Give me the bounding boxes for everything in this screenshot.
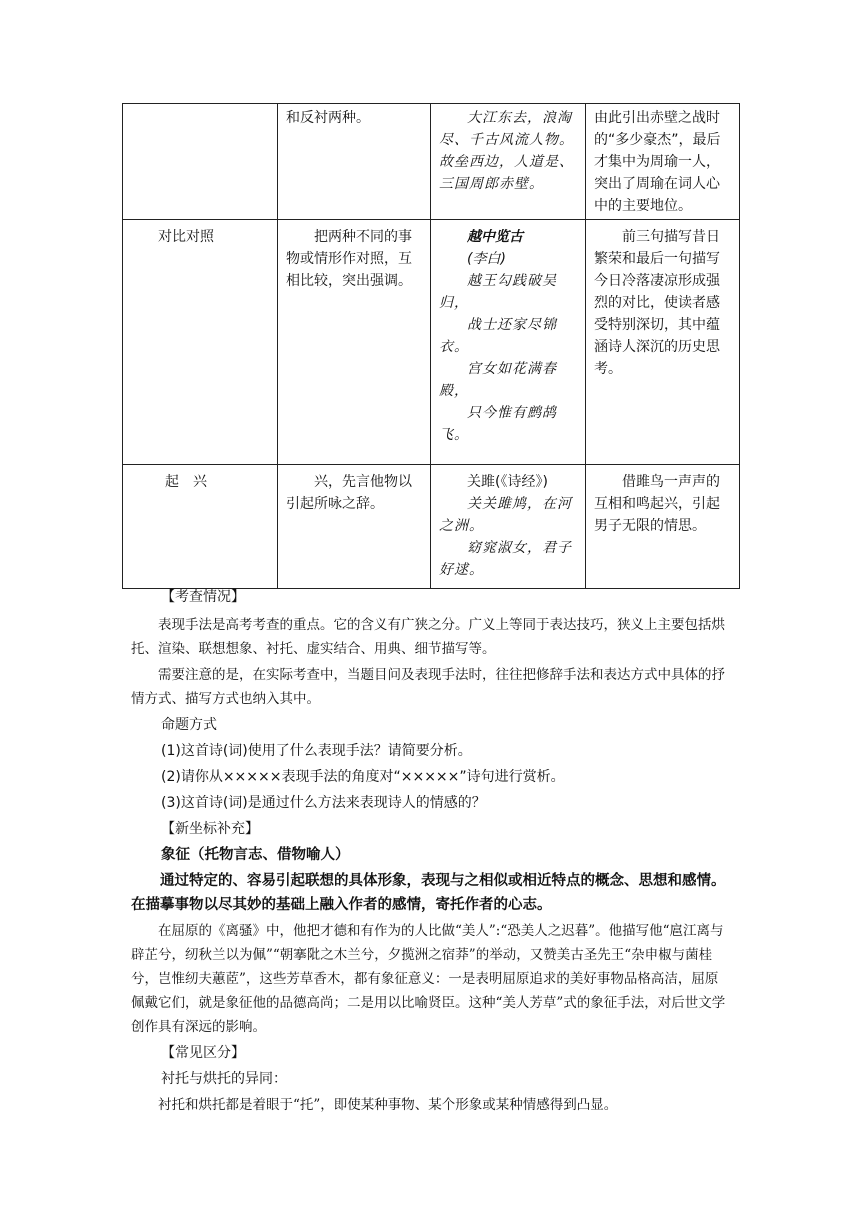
paragraph: 在屈原的《离骚》中，他把才德和有作为的人比做“美人”:“恐美人之迟暮”。他描写他“扈江离与辟芷兮，纫秋兰以为佩”“朝搴阰之木兰兮，夕揽洲之宿莽”的举动，又赞美古圣先王“杂申椒与菌桂兮，岂惟纫夫蕙茝”，这些芳草香木，都有象征意义：一是表明屈原追求的美好事物品格高洁，屈原佩戴它们，就是象征他的品德高尚；二是用以比喻贤臣。这种“美人芳草”式的象征手法，对后世文学创作具有深远的影响。: [131, 923, 726, 1035]
example-poem: [431, 465, 586, 589]
table-row: [123, 220, 740, 465]
example-poem: [431, 220, 586, 465]
technique-definition: 兴，先言他物以引起所咏之辞。: [278, 465, 431, 589]
technique-analysis: 借雎鸟一声声的互相和鸣起兴，引起男子无限的情思。: [586, 465, 740, 589]
poem-line: 尽、千古风流人物。: [439, 132, 574, 148]
poem-title: 关雎(《诗经》): [467, 474, 548, 490]
poem-line: 飞。: [439, 427, 469, 443]
technique-analysis: 前三句描写昔日繁荣和最后一句描写今日冷落凄凉形成强烈的对比，使读者感受特别深切，其中蕴涵诗人深沉的历史思考。: [586, 220, 740, 465]
poem-line: 宫女如花满春: [467, 361, 557, 377]
poem-line: 关关雎鸠，在河: [467, 496, 572, 512]
technique-definition: 把两种不同的事物或情形作对照，互相比较，突出强调。: [278, 220, 431, 465]
section-heading-chentuo: 衬托与烘托的异同：: [161, 1071, 287, 1087]
section-heading-xiangzheng: 象征（托物言志、借物喻人）: [161, 847, 350, 863]
poem-line: 越王勾践破吴: [467, 273, 557, 289]
poem-line: 殿，: [439, 383, 469, 399]
body-text: [131, 585, 731, 1117]
paragraph-bold: 通过特定的、容易引起联想的具体形象，表现与之相似或相近特点的概念、思想和感情。在描摹事物以尽其妙的基础上融入作者的感情，寄托作者的心志。: [131, 873, 726, 913]
section-heading-mingti: 命题方式: [161, 717, 217, 733]
technique-definition: 和反衬两种。: [278, 104, 431, 220]
poem-line: 故垒西边，人道是、: [439, 154, 574, 170]
question-item: (2)请你从×××××表现手法的角度对“×××××”诗句进行赏析。: [161, 769, 565, 785]
poem-line: 三国周郎赤壁。: [439, 176, 544, 192]
poem-line: 衣。: [439, 339, 469, 355]
technique-name: 起 兴: [123, 465, 278, 589]
poem-line: 只今惟有鹧鸪: [467, 405, 557, 421]
poem-line: 大江东去，浪淘: [467, 110, 572, 126]
section-heading-xinzuobiao: 【新坐标补充】: [161, 821, 259, 837]
poem-line: 窈窕淑女，君子: [467, 540, 572, 556]
technique-name: [123, 104, 278, 220]
table-row: [123, 104, 740, 220]
paragraph: 衬托和烘托都是着眼于“托”，即使某种事物、某个形象或某种情感得到凸显。: [158, 1097, 618, 1113]
question-item: (1)这首诗(词)使用了什么表现手法？请简要分析。: [161, 743, 472, 759]
technique-name: 对比对照: [123, 220, 278, 465]
techniques-table: [122, 103, 740, 589]
paragraph: 表现手法是高考考查的重点。它的含义有广狭之分。广义上等同于表达技巧，狭义上主要包括烘托、渲染、联想想象、衬托、虚实结合、用典、细节描写等。: [131, 617, 725, 657]
poem-title: 越中览古: [467, 229, 523, 245]
poem-author: (李白): [467, 251, 506, 267]
poem-line: 之洲。: [439, 518, 484, 534]
table-row: [123, 465, 740, 589]
poem-line: 战士还家尽锦: [467, 317, 557, 333]
paragraph: 需要注意的是，在实际考查中，当题目问及表现手法时，往往把修辞手法和表达方式中具体的抒情方式、描写方式也纳入其中。: [131, 667, 725, 707]
question-item: (3)这首诗(词)是通过什么方法来表现诗人的情感的？: [161, 795, 486, 811]
example-poem: [431, 104, 586, 220]
section-heading-kaocha: 【考查情况】: [161, 589, 245, 605]
section-heading-changjian: 【常见区分】: [161, 1045, 245, 1061]
poem-line: 好逑。: [439, 562, 484, 578]
technique-analysis: 由此引出赤壁之战时的“多少豪杰”，最后才集中为周瑜一人，突出了周瑜在词人心中的主要地位。: [586, 104, 740, 220]
poem-line: 归，: [439, 295, 469, 311]
